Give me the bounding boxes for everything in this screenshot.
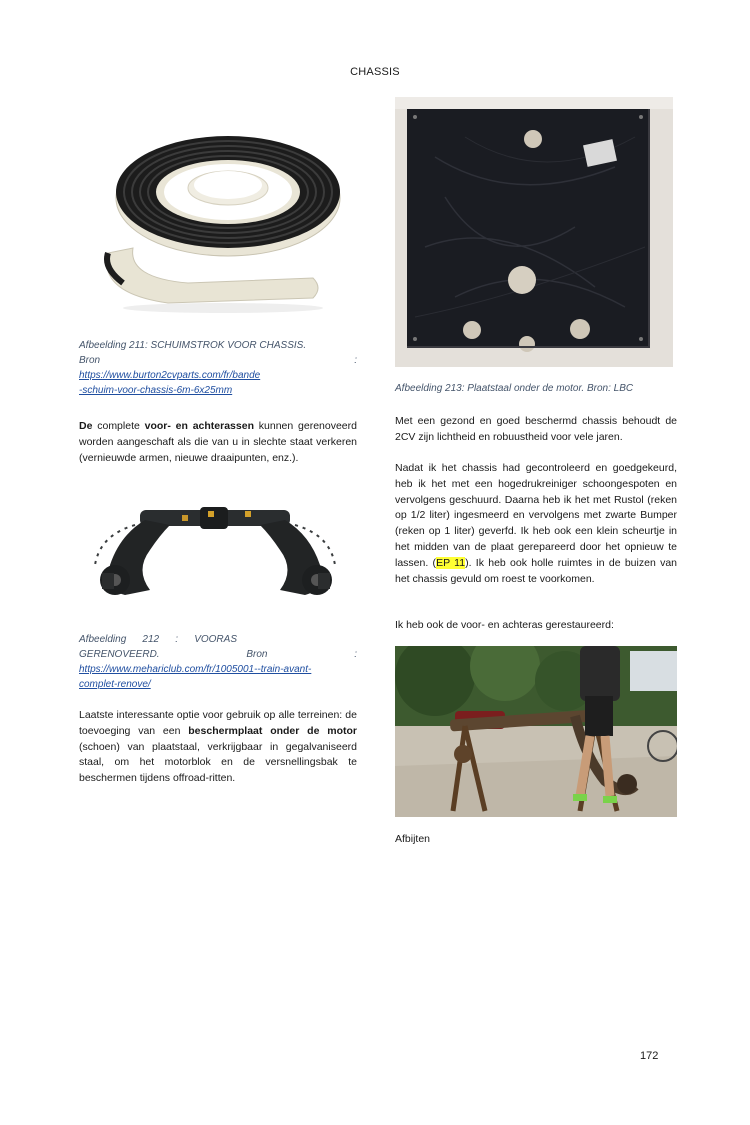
skid-plate-image (395, 97, 673, 367)
figure-211-source-colon: : (354, 355, 357, 366)
foam-strip-illustration (98, 118, 348, 318)
figure-211-source-label: Bron (79, 355, 101, 366)
front-axle-illustration (80, 495, 352, 620)
figure-213-caption: Afbeelding 213: Plaatstaal onder de motor. Bron: LBC (395, 383, 634, 394)
figure-211-source-link[interactable]: https://www.burton2cvparts.com/fr/bande -schuim-voor-chassis-6m-6x25mm (79, 370, 261, 396)
paragraph-chassis-health: Met een gezond en goed beschermd chassis behoudt de 2CV zijn lichtheid en robuustheid voor vele jaren. (395, 415, 677, 443)
paragraph-axles-restored: Ik heb ook de voor- en achteras gerestaureerd: (395, 619, 614, 631)
front-axle-image (80, 495, 352, 620)
paragraph-axles: De complete voor- en achterassen kunnen gerenoveerd worden aangeschaft als die van u in slechte staat verkeren (vernieuwde armen, nieuwe draaipunten, enz.). (79, 420, 357, 464)
foam-strip-image (98, 118, 348, 318)
figure-212-caption (79, 632, 357, 692)
skid-plate-illustration (395, 97, 673, 367)
axle-restoration-photo (395, 646, 677, 817)
afbijten-heading: Afbijten (395, 833, 431, 845)
paragraph-restoration: Nadat ik het chassis had gecontroleerd en goedgekeurd, heb ik het met een hogedrukreiniger schoongespoten en vervolgens geschuurd. Daarna heb ik het met Rustol (reken op 1/2 liter) ingesmeerd en vervolgens met zwarte Bumper (reken op 1 liter) geverfd. Ik heb ook een klein scheurtje in het midden van de plaat gerepareerd door het opnieuw te lassen. (EP 11). Ik heb ook holle ruimtes in de buizen van het chassis gevuld om roest te voorkomen. (395, 462, 678, 585)
page-header-title: CHASSIS (350, 66, 400, 78)
figure-212-source-link[interactable]: https://www.mehariclub.com/fr/1005001--train-avant- complet-renove/ (79, 664, 312, 690)
paragraph-skid-plate: Laatste interessante optie voor gebruik op alle terreinen: de toevoeging van een beschermplaat onder de motor (schoen) van plaatstaal, verkrijgbaar in gegalvaniseerd staal, om het motorblok en de versnellingsbak te beschermen tijdens offroad-ritten. (79, 709, 357, 785)
figure-211-caption (79, 338, 357, 398)
ep11-highlight: EP 11 (436, 556, 466, 569)
page-number: 172 (640, 1050, 659, 1062)
figure-212-label-row: Afbeelding 212 : VOORAS (79, 634, 237, 645)
axle-restoration-illustration (395, 646, 677, 817)
figure-211-source-row (79, 353, 357, 368)
figure-211-caption-label: Afbeelding 211: SCHUIMSTROK VOOR CHASSIS. (79, 340, 307, 351)
figure-212-source-row: GERENOVEERD. Bron : (79, 649, 357, 660)
